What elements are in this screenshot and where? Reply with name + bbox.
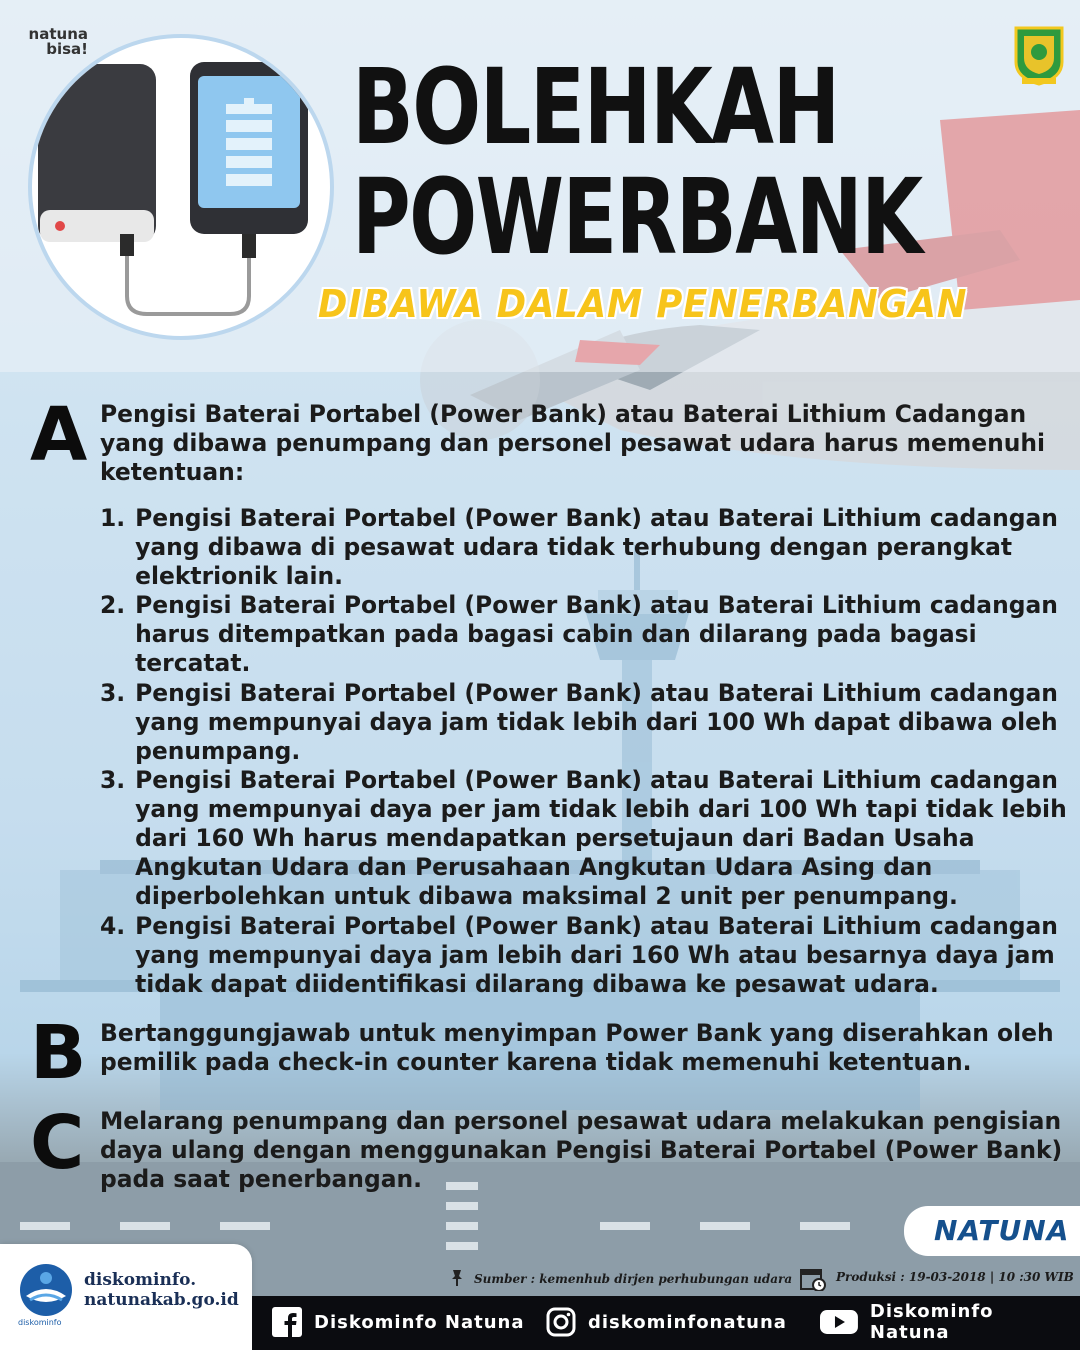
- item-line: Pengisi Baterai Portabel (Power Bank) atau Baterai Lithium cadangan: [135, 591, 1058, 619]
- website-line-2: natunakab.go.id: [84, 1290, 239, 1310]
- website-line-1: diskominfo.: [84, 1270, 197, 1290]
- item-number: 4.: [100, 912, 126, 940]
- section-a-item-1: [100, 504, 1056, 591]
- section-a-letter: A: [30, 392, 88, 478]
- facebook-label: Diskominfo Natuna: [314, 1311, 525, 1333]
- section-b-letter: B: [30, 1010, 87, 1096]
- website-url[interactable]: [84, 1270, 239, 1310]
- section-a-item-4: [100, 766, 1067, 911]
- title-line-2: POWERBANK: [352, 156, 922, 278]
- diskominfo-label: diskominfo: [18, 1318, 62, 1327]
- calendar-icon: [800, 1267, 826, 1291]
- section-a-item-3: [100, 679, 1056, 766]
- instagram-link[interactable]: [546, 1304, 787, 1340]
- item-line: tidak dapat diidentifikasi dilarang dibawa ke pesawat udara.: [135, 970, 939, 998]
- item-line: yang mempunyai daya per jam tidak lebih dari 100 Wh tapi tidak lebih: [135, 795, 1067, 823]
- item-number: 3.: [100, 679, 126, 707]
- section-a-intro-line: Pengisi Baterai Portabel (Power Bank) atau Baterai Lithium Cadangan: [100, 400, 1027, 428]
- section-a-item-5: [100, 912, 1056, 999]
- section-b-line: pemilik pada check-in counter karena tidak memenuhi ketentuan.: [100, 1048, 972, 1076]
- youtube-link[interactable]: [820, 1301, 1080, 1343]
- youtube-icon: [820, 1308, 858, 1336]
- item-line: dari 160 Wh harus mendapatkan persetujaun dari Badan Usaha: [135, 824, 975, 852]
- item-line: Pengisi Baterai Portabel (Power Bank) atau Baterai Lithium cadangan: [135, 504, 1058, 532]
- section-a-intro-line: ketentuan:: [100, 458, 245, 486]
- powerbank-phone-icon: [32, 38, 334, 340]
- item-line: Angkutan Udara dan Perusahaan Angkutan Udara Asing dan: [135, 853, 933, 881]
- item-line: yang dibawa di pesawat udara tidak terhubung dengan perangkat: [135, 533, 1013, 561]
- item-line: Pengisi Baterai Portabel (Power Bank) atau Baterai Lithium cadangan: [135, 679, 1058, 707]
- youtube-label: Diskominfo Natuna: [869, 1301, 994, 1343]
- facebook-link[interactable]: [272, 1304, 524, 1340]
- powerbank-phone-illustration: [28, 34, 334, 340]
- item-line: yang mempunyai daya jam lebih dari 160 Wh atau besarnya daya jam: [135, 941, 1055, 969]
- item-line: yang mempunyai daya jam tidak lebih dari 100 Wh dapat dibawa oleh: [135, 708, 1058, 736]
- instagram-label: diskominfonatuna: [588, 1311, 787, 1333]
- item-line: Pengisi Baterai Portabel (Power Bank) atau Baterai Lithium cadangan: [135, 912, 1058, 940]
- section-c-text: [100, 1107, 1063, 1194]
- subtitle: DIBAWA DALAM PENERBANGAN: [318, 282, 968, 326]
- item-line: harus ditempatkan pada bagasi cabin dan dilarang pada bagasi: [135, 620, 977, 648]
- natuna-regency-emblem-icon: [1012, 24, 1066, 86]
- diskominfo-logo-icon: [18, 1262, 74, 1318]
- pin-icon: [450, 1270, 464, 1286]
- item-line: tercatat.: [135, 649, 251, 677]
- item-number: 1.: [100, 504, 126, 532]
- facebook-icon: [272, 1307, 302, 1337]
- production-date: Produksi : 19-03-2018 | 10 :30 WIB: [836, 1270, 1074, 1284]
- section-a-intro: [100, 400, 1046, 487]
- instagram-icon: [546, 1307, 576, 1337]
- natuna-logo: NATUNA: [934, 1214, 1070, 1247]
- item-line: Pengisi Baterai Portabel (Power Bank) atau Baterai Lithium cadangan: [135, 766, 1058, 794]
- natuna-bisa-logo: natuna bisa!: [28, 25, 88, 58]
- section-c-line: daya ulang dengan menggunakan Pengisi Baterai Portabel (Power Bank): [100, 1136, 1063, 1164]
- item-line: diperbolehkan untuk dibawa maksimal 2 unit per penumpang.: [135, 882, 958, 910]
- item-number: 3.: [100, 766, 126, 794]
- section-b-line: Bertanggungjawab untuk menyimpan Power Bank yang diserahkan oleh: [100, 1019, 1054, 1047]
- section-b-text: [100, 1019, 1054, 1077]
- item-line: penumpang.: [135, 737, 301, 765]
- section-c-letter: C: [30, 1100, 85, 1186]
- item-number: 2.: [100, 591, 126, 619]
- section-a-item-2: [100, 591, 1056, 678]
- section-c-line: Melarang penumpang dan personel pesawat udara melakukan pengisian: [100, 1107, 1062, 1135]
- item-line: elektrionik lain.: [135, 562, 344, 590]
- title-line-1: BOLEHKAH: [352, 46, 839, 168]
- section-c-line: pada saat penerbangan.: [100, 1165, 423, 1193]
- source-credit: Sumber : kemenhub dirjen perhubungan udara: [474, 1272, 793, 1286]
- section-a-intro-line: yang dibawa penumpang dan personel pesawat udara harus memenuhi: [100, 429, 1046, 457]
